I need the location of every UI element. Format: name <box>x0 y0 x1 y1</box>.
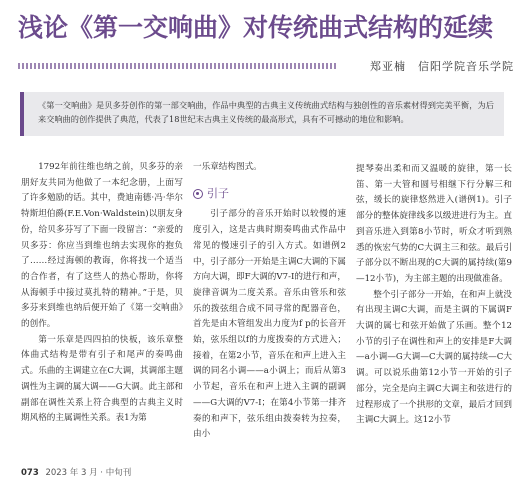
paragraph: 第一乐章是四四拍的快板，该乐章整体曲式结构是带有引子和尾声的奏鸣曲式。乐曲的主调建立在C大调，其调部主题调性为主调的属大调——G大调。此主部和副部在调性关系上符合典型的古典主义时期风格的主属调性关系。表1为第 <box>21 334 183 424</box>
abstract-box: 《第一交响曲》是贝多芬创作的第一部交响曲，作品中典型的古典主义传统曲式结构与独创性的音乐素材得到完美平衡，为后来交响曲的创作提供了典范，代表了18世纪末古典主义传统的最高形式，具有不可撼动的地位和影响。 <box>20 92 504 136</box>
title-rule <box>18 63 336 69</box>
author-affiliation: 郑亚楠 信阳学院音乐学院 <box>370 60 514 73</box>
section-bullet-icon <box>193 189 203 199</box>
column-3 <box>356 162 512 460</box>
issue-info: 2023 年 3 月 · 中旬刊 <box>45 468 132 478</box>
paragraph: 一乐章结构图式。 <box>193 162 262 172</box>
paragraph: 1792年前往维也纳之前，贝多芬的亲朋好友共同为他做了一本纪念册，上面写了许多勉励的话。其中，费迪南德·冯·华尔特斯坦伯爵(F.E.Von·Waldstein)以朋友身份，给贝多芬写了下面一段留言：“亲爱的贝多芬：你应当到维也纳去实现你的抱负了……经过海顿的教诲，你将找一个适当的合作者，有了这些人的热心帮助，你将从海顿手中接过莫扎特的精神。”于是，贝多芬来到维也纳后便开始了《第一交响曲》的创作。 <box>21 162 183 330</box>
section-heading <box>193 186 346 202</box>
page-number: 073 <box>21 468 39 478</box>
paragraph: 引子部分的音乐开始时以较慢的速度引入，这是古典时期奏鸣曲式作品中常见的慢速引子的引入方式。如谱例2中，引子部分一开始是主调C大调的下属方向大调，即F大调的V7-I的进行和声，旋律音调为二度关系。音乐由管乐和弦乐的拨弦组合成不同寻常的配器音色，首先是由木管组发出力度为f p的长音开始，弦乐组以f的力度拨奏的方式进入；接着，在第2小节，音乐在和声上进入主调的同名小调——a小调上；而后从第3小节起，音乐在和声上进入主调的副调——G大调的V7-I；在第4小节第一排齐奏的和声下，弦乐组由拨奏转为拉奏，由小 <box>193 209 346 440</box>
column-2 <box>193 160 346 458</box>
column-1 <box>21 160 183 458</box>
paragraph: 提琴奏出柔和而又温暖的旋律，第一长笛、第一大管和圆号相继下行分解三和弦，缓长的旋律悠然进入(谱例1)。引子部分的整体旋律线多以级进进行为主。直到音乐进入到第8小节时，听众才听到熟悉的恢宏气势的C大调主三和弦。最后引子部分以不断出现的C大调的属持续(第9—12小节)，为主部主题的出现做准备。 <box>356 164 512 284</box>
page-footer <box>21 466 131 478</box>
article-title: 浅论《第一交响曲》对传统曲式结构的延续 <box>18 13 494 42</box>
paragraph: 整个引子部分一开始，在和声上就没有出现主调C大调，而是主调的下属调F大调的属七和弦开始做了乐画。整个12小节的引子在调性和声上的安排是F大调—a小调—G大调—C大调的属持续—C大调。可以说乐曲第12小节一开始的引子部分，完全是向主调C大调主和弦进行的过程形成了一个拱形的文章，最后才回到主调C大调上。这12小节 <box>356 289 512 426</box>
section-title: 引子 <box>207 186 229 200</box>
